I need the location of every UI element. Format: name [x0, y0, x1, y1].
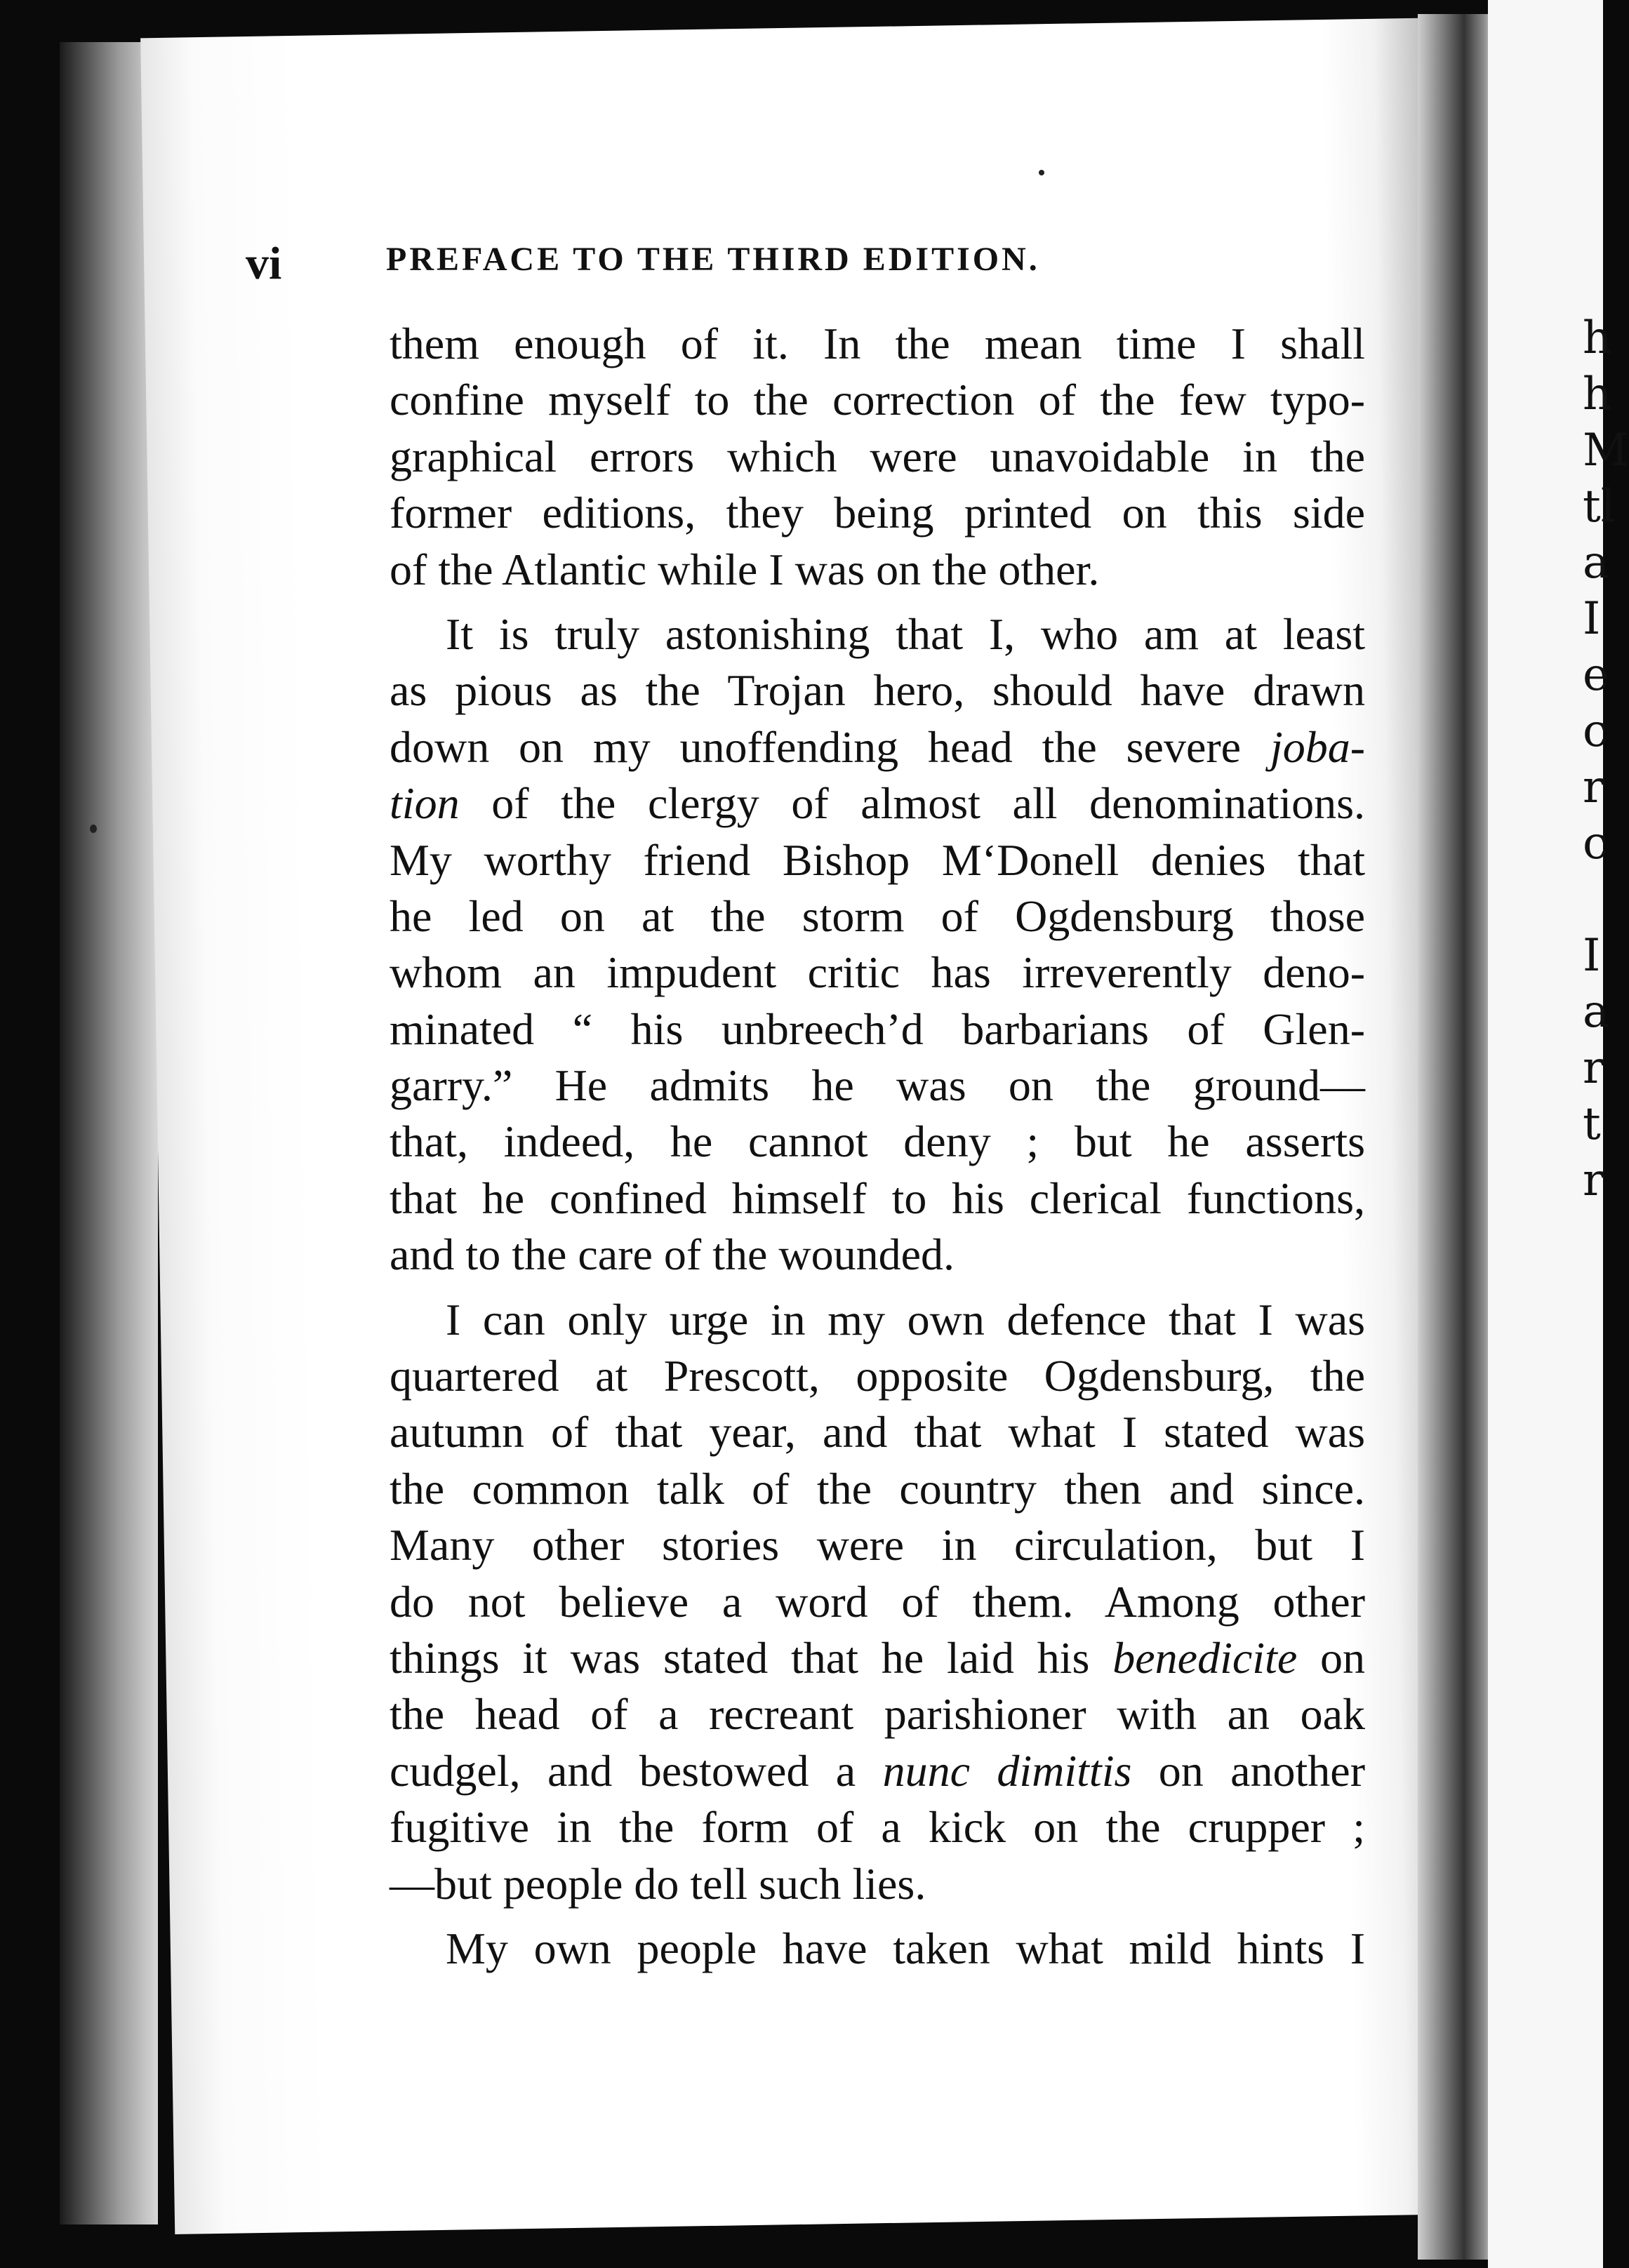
paragraph: [390, 316, 1365, 598]
binding-shadow: [60, 42, 158, 2224]
facing-page-letter: c: [1583, 705, 1608, 757]
text-line: down on my unoffending head the severe joba-: [390, 721, 1365, 772]
text-line: Many other stories were in circulation, but I: [390, 1520, 1365, 1570]
text-line: do not believe a word of them. Among other: [390, 1576, 1365, 1627]
italic-word: benedicite: [1112, 1632, 1298, 1683]
text-line: as pious as the Trojan hero, should have drawn: [390, 665, 1365, 716]
page-header: [246, 225, 1228, 295]
text-line: cudgel, and bestowed a nunc dimittis on another: [390, 1745, 1366, 1796]
text-line: things it was stated that he laid his benedicite on: [390, 1632, 1366, 1683]
facing-page-letter: M: [1583, 425, 1629, 476]
facing-page-letter: I: [1583, 930, 1601, 982]
text-line: the head of a recreant parishioner with an oak: [390, 1689, 1365, 1740]
facing-page-letter: t: [1583, 1098, 1601, 1150]
scan-speck: [1039, 170, 1044, 175]
text-line: garry.” He admits he was on the ground—: [390, 1060, 1365, 1111]
text-line: he led on at the storm of Ogdensburg those: [390, 890, 1365, 941]
text-line: that, indeed, he cannot deny ; but he asserts: [390, 1116, 1365, 1167]
paragraph: [390, 1292, 1365, 1912]
running-title: PREFACE TO THE THIRD EDITION.: [386, 241, 1040, 278]
page-number: vi: [246, 238, 282, 289]
text-line: I can only urge in my own defence that I was: [446, 1294, 1365, 1345]
facing-page-letter: tl: [1583, 481, 1616, 533]
scan-speck: [90, 825, 97, 833]
text-line: graphical errors which were unavoidable in the: [390, 431, 1365, 481]
facing-page-edge: [1488, 0, 1629, 2268]
text-line: confine myself to the correction of the few typo-: [390, 375, 1365, 425]
facing-page-letter: h: [1583, 312, 1612, 364]
text-line: them enough of it. In the mean time I shall: [390, 319, 1365, 368]
facing-page-letter: h: [1583, 368, 1612, 420]
book-spine: [1418, 14, 1495, 2260]
text-line: tion of the clergy of almost all denominations.: [390, 778, 1365, 829]
text-line: former editions, they being printed on this side: [390, 488, 1365, 538]
facing-page-letter: I: [1583, 593, 1601, 645]
text-line: quartered at Prescott, opposite Ogdensburg, the: [390, 1351, 1365, 1401]
text-line: autumn of that year, and that what I stated was: [390, 1407, 1365, 1457]
text-line: of the Atlantic while I was on the other.: [390, 544, 1100, 594]
italic-word: tion: [390, 778, 460, 829]
text-line: that he confined himself to his clerical functions,: [390, 1173, 1365, 1223]
text-line: It is truly astonishing that I, who am at least: [446, 608, 1365, 659]
italic-word: joba-: [1270, 721, 1365, 772]
body-text: [390, 316, 1365, 1977]
facing-page-letter: a: [1583, 537, 1610, 589]
paragraph: [390, 606, 1365, 1283]
text-line: My worthy friend Bishop M‘Donell denies that: [390, 834, 1365, 885]
facing-page-letter: r: [1583, 1042, 1604, 1094]
italic-word: nunc dimittis: [882, 1745, 1132, 1796]
facing-page-letter: c: [1583, 818, 1608, 869]
text-line: —but people do tell such lies.: [390, 1858, 926, 1909]
text-line: minated “ his unbreech’d barbarians of Glen-: [390, 1003, 1365, 1054]
text-line: whom an impudent critic has irreverently deno-: [390, 947, 1365, 998]
facing-page-letter: e: [1583, 649, 1609, 701]
text-line: fugitive in the form of a kick on the crupper ;: [390, 1802, 1365, 1853]
text-line: My own people have taken what mild hints I: [446, 1923, 1365, 1973]
facing-page-letter: a: [1583, 986, 1610, 1038]
text-line: the common talk of the country then and since.: [390, 1463, 1365, 1514]
paragraph: [390, 1921, 1365, 1977]
facing-page-letter: r: [1583, 1154, 1604, 1206]
facing-page-letter: r: [1583, 761, 1604, 813]
text-line: and to the care of the wounded.: [390, 1229, 955, 1280]
